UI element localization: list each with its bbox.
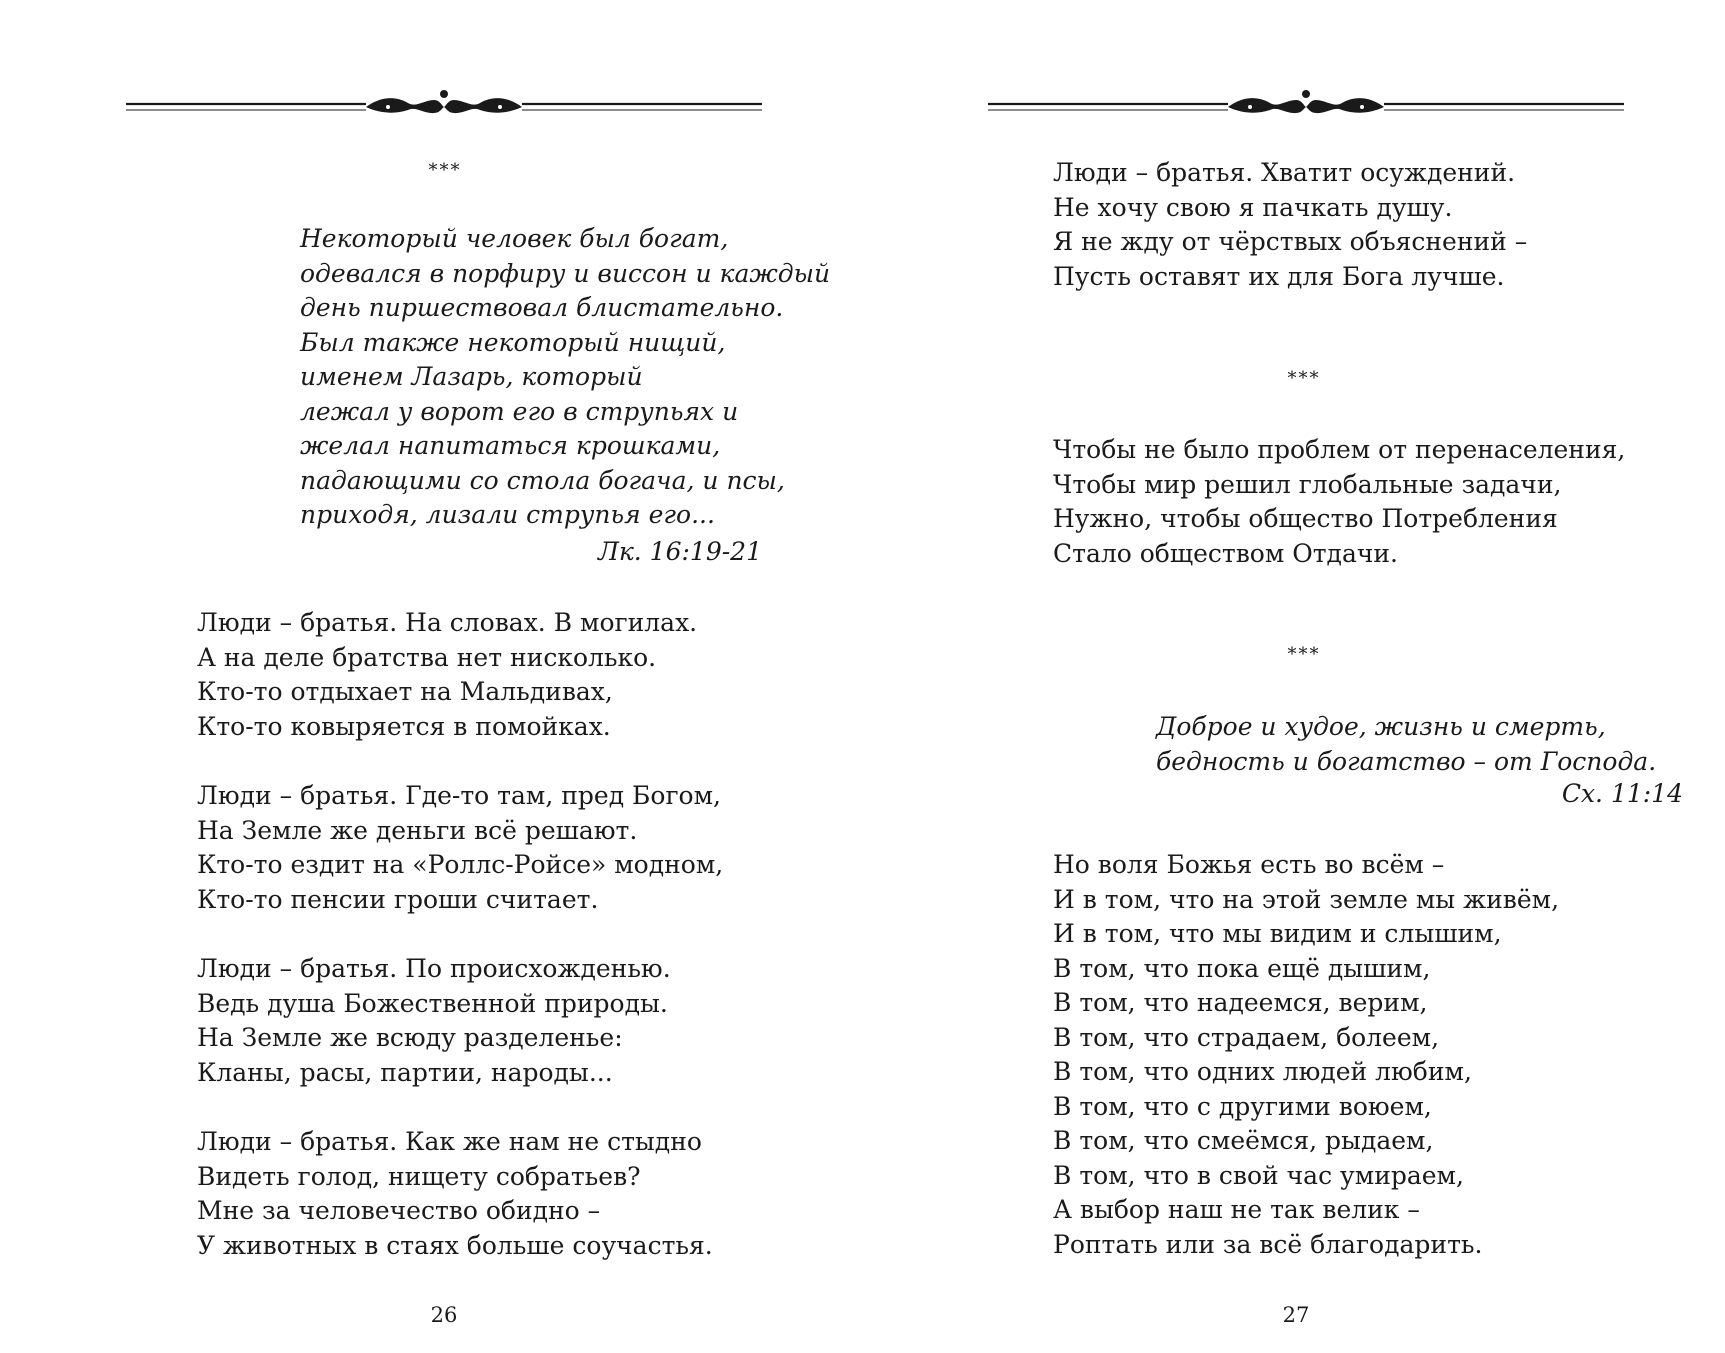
poem	[1053, 433, 1625, 571]
right-page	[862, 0, 1724, 1353]
poem-line: Люди – братья. На словах. В могилах.	[197, 608, 698, 637]
epigraph-line: Доброе и худое, жизнь и смерть,	[1156, 712, 1606, 741]
epigraph-line: приходя, лизали струпья его...	[300, 500, 715, 529]
epigraph-line: одевался в порфиру и виссон и каждый	[300, 258, 831, 288]
ornament-divider-icon	[126, 88, 762, 128]
poem-line: Люди – братья. Как же нам не стыдно	[197, 1127, 702, 1156]
section-stars: ***	[1287, 644, 1321, 665]
poem-line: На Земле же всюду разделенье:	[197, 1023, 623, 1052]
epigraph	[1156, 710, 1656, 779]
poem-line: Роптать или за всё благодарить.	[1053, 1229, 1483, 1259]
epigraph	[300, 222, 830, 533]
poem-line: Но воля Божья есть во всём –	[1053, 850, 1445, 879]
poem-line: В том, что одних людей любим,	[1053, 1057, 1472, 1086]
poem-line: Кто-то ездит на «Роллс-Ройсе» модном,	[197, 850, 724, 879]
epigraph-line: Был также некоторый нищий,	[300, 327, 726, 357]
epigraph-line: желал напитаться крошками,	[300, 431, 721, 460]
poem-line: И в том, что мы видим и слышим,	[1053, 919, 1502, 948]
stanza	[197, 952, 671, 1090]
poem-line: Кланы, расы, партии, народы...	[197, 1057, 613, 1087]
poem-line: В том, что смеёмся, рыдаем,	[1053, 1126, 1434, 1155]
stanza	[197, 779, 723, 917]
poem-line: В том, что в свой час умираем,	[1053, 1160, 1464, 1190]
poem-line: Кто-то пенсии гроши считает.	[197, 884, 599, 914]
epigraph-line: падающими со стола богача, и псы,	[300, 465, 785, 495]
epigraph-line: лежал у ворот его в струпьях и	[300, 396, 739, 426]
poem-line: А выбор наш не так велик –	[1053, 1195, 1420, 1224]
poem-line: Не хочу свою я пачкать душу.	[1053, 192, 1453, 222]
section-stars: ***	[1287, 368, 1321, 389]
ornament-divider-icon	[988, 88, 1624, 128]
poem-line: Мне за человечество обидно –	[197, 1196, 601, 1225]
poem-line: Кто-то ковыряется в помойках.	[197, 711, 611, 741]
poem-line: Люди – братья. Где-то там, пред Богом,	[197, 781, 721, 810]
poem-line: На Земле же деньги всё решают.	[197, 815, 638, 845]
poem-line: В том, что пока ещё дышим,	[1053, 953, 1431, 983]
poem-line: Видеть голод, нищету собратьев?	[197, 1161, 641, 1191]
poem-line: Я не жду от чёрствых объяснений –	[1053, 227, 1528, 256]
poem-line: Чтобы мир решил глобальные задачи,	[1053, 469, 1562, 499]
poem-line: У животных в стаях больше соучастья.	[197, 1230, 713, 1260]
page-number: 26	[430, 1303, 458, 1327]
poem-line: Люди – братья. Хватит осуждений.	[1053, 158, 1516, 187]
epigraph-line: Некоторый человек был богат,	[300, 224, 729, 253]
poem-line: Чтобы не было проблем от перенаселения,	[1053, 435, 1626, 464]
stanza	[1053, 156, 1527, 294]
poem	[1053, 848, 1559, 1262]
epigraph-line: бедность и богатство – от Господа.	[1156, 746, 1657, 776]
section-stars: ***	[428, 160, 462, 181]
poem-line: Стало обществом Отдачи.	[1053, 538, 1398, 568]
poem-line: В том, что надеемся, верим,	[1053, 988, 1428, 1017]
epigraph-reference: Лк. 16:19-21	[598, 537, 762, 566]
page-number: 27	[1282, 1303, 1310, 1327]
poem-line: В том, что страдаем, болеем,	[1053, 1022, 1440, 1052]
epigraph-line: день пиршествовал блистательно.	[300, 293, 784, 322]
stanza	[197, 1125, 713, 1263]
poem-line: Ведь душа Божественной природы.	[197, 988, 668, 1018]
poem-line: А на деле братства нет нисколько.	[197, 642, 657, 672]
poem-line: И в том, что на этой земле мы живём,	[1053, 884, 1560, 914]
poem-line: Люди – братья. По происхожденью.	[197, 954, 671, 983]
left-page	[0, 0, 862, 1353]
epigraph-reference: Сх. 11:14	[1561, 779, 1683, 808]
epigraph-line: именем Лазарь, который	[300, 362, 643, 391]
poem-line: Пусть оставят их для Бога лучше.	[1053, 261, 1505, 291]
poem-line: В том, что с другими воюем,	[1053, 1091, 1432, 1121]
poem-line: Кто-то отдыхает на Мальдивах,	[197, 677, 613, 706]
poem-line: Нужно, чтобы общество Потребления	[1053, 504, 1558, 533]
stanza	[197, 606, 697, 744]
